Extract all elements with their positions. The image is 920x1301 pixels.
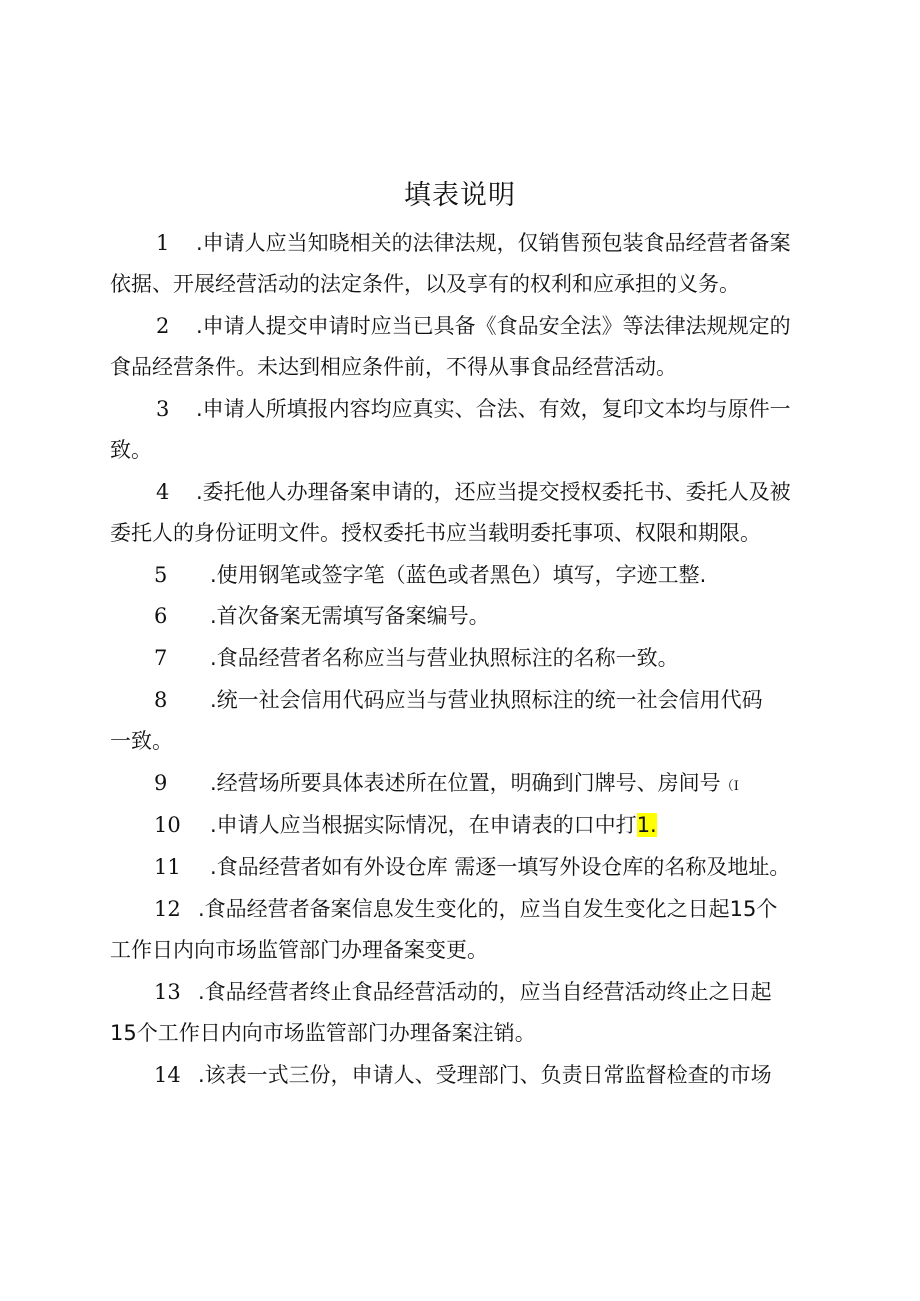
item-text: .食品经营者终止食品经营活动的，应当自经营活动终止之日起: [198, 980, 772, 1004]
item-number: 5: [154, 563, 168, 587]
item-text-continued: 食品经营条件。未达到相应条件前，不得从事食品经营活动。: [110, 355, 677, 379]
item-number: 13: [154, 980, 181, 1004]
item-text-continued: 一致。: [110, 729, 173, 753]
item-text: .申请人应当根据实际情况，在申请表的口中打: [210, 813, 637, 837]
instruction-item-2: [110, 306, 810, 388]
instruction-item-14: [110, 1055, 810, 1096]
instruction-item-4: [110, 472, 810, 554]
item-text: .统一社会信用代码应当与营业执照标注的统一社会信用代码: [210, 688, 763, 712]
item-text-continued: 15个工作日内向市场监管部门办理备案注销。: [110, 1021, 536, 1045]
instruction-item-6: [110, 596, 810, 637]
item-number: 4: [156, 480, 170, 504]
item-number: 14: [154, 1063, 181, 1087]
item-text: .食品经营者名称应当与营业执照标注的名称一致。: [210, 646, 679, 670]
item-number: 8: [154, 688, 168, 712]
instruction-item-1: [110, 223, 810, 305]
instruction-item-12: [110, 889, 810, 971]
instruction-item-10: [110, 805, 810, 846]
item-text: .申请人提交申请时应当已具备《食品安全法》等法律法规规定的: [196, 314, 791, 338]
item-number: 1: [156, 231, 170, 255]
item-text: .食品经营者备案信息发生变化的，应当自发生变化之日起15个: [198, 897, 778, 921]
item-text: .首次备案无需填写备案编号。: [210, 604, 490, 628]
item-text: .该表一式三份，申请人、受理部门、负责日常监督检查的市场: [198, 1063, 772, 1087]
instruction-item-3: [110, 389, 810, 471]
item-number: 6: [154, 604, 168, 628]
instruction-item-5: [110, 555, 810, 596]
item-text: .申请人应当知晓相关的法律法规，仅销售预包装食品经营者备案: [196, 231, 791, 255]
item-number: 12: [154, 897, 181, 921]
item-number: 11: [154, 855, 181, 879]
item-number: 3: [156, 397, 170, 421]
item-text-tail: （I: [720, 779, 739, 794]
page-title: 填表说明: [404, 180, 516, 211]
highlighted-mark: 1.: [636, 813, 657, 837]
item-text: .委托他人办理备案申请的，还应当提交授权委托书、委托人及被: [196, 480, 791, 504]
item-number: 2: [156, 314, 170, 338]
item-text: .使用钢笔或签字笔（蓝色或者黑色）填写，字迹工整.: [210, 563, 707, 587]
item-text-continued: 工作日内向市场监管部门办理备案变更。: [110, 938, 488, 962]
instruction-item-13: [110, 972, 810, 1054]
instruction-item-8: [110, 680, 810, 762]
item-text: .申请人所填报内容均应真实、合法、有效，复印文本均与原件一: [196, 397, 791, 421]
item-number: 10: [154, 813, 181, 837]
instruction-item-7: [110, 638, 810, 679]
item-text-continued: 依据、开展经营活动的法定条件，以及享有的权利和应承担的义务。: [110, 272, 740, 296]
instruction-item-11: [110, 847, 810, 888]
item-text-continued: 委托人的身份证明文件。授权委托书应当载明委托事项、权限和期限。: [110, 521, 761, 545]
item-text: .经营场所要具体表述所在位置，明确到门牌号、房间号: [210, 771, 721, 795]
item-text: .食品经营者如有外设仓库 需逐一填写外设仓库的名称及地址。: [210, 855, 791, 879]
item-number: 7: [154, 646, 168, 670]
instruction-item-9: [110, 763, 810, 807]
item-text-continued: 致。: [110, 438, 152, 462]
item-number: 9: [154, 771, 168, 795]
